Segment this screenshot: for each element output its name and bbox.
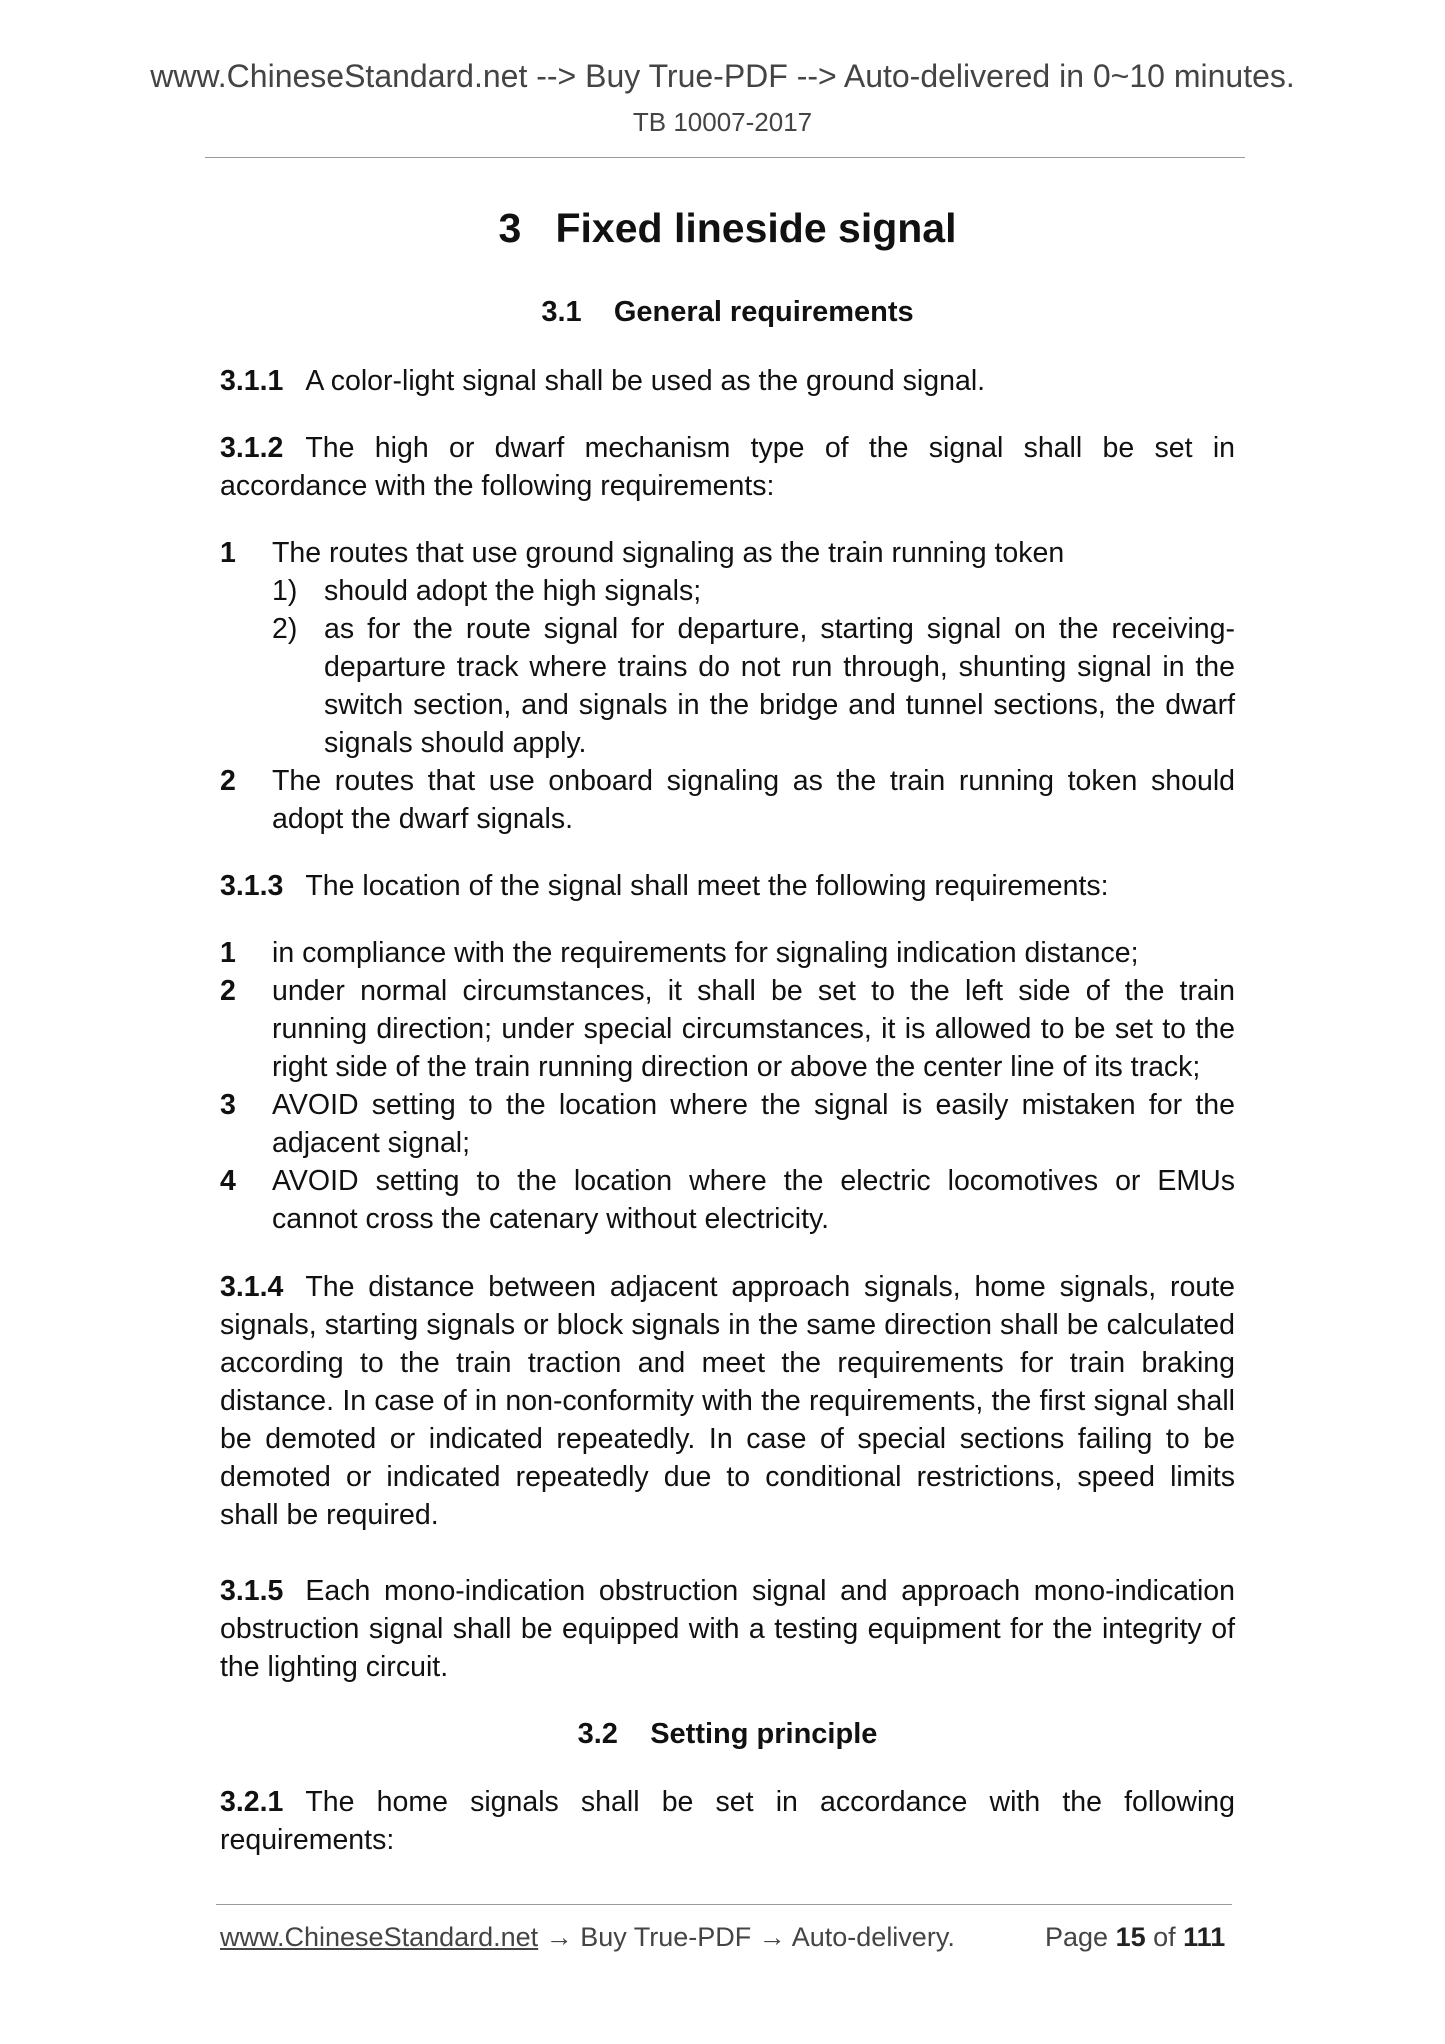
clause-number: 3.1.4 — [220, 1271, 284, 1303]
clause-text: The distance between adjacent approach signals, home signals, route signals, starting signals or block signals in the same direction shall be calculated according to the train traction and meet the requirements for train braking distance. In case of in non-conformity with the requirements, the first signal shall be demoted or indicated repeatedly. In case of special sections failing to be demoted or indicated repeatedly due to conditional restrictions, speed limits shall be required. — [220, 1271, 1235, 1531]
clause-text: The home signals shall be set in accordance with the following requirements: — [220, 1786, 1235, 1856]
list-item-text: AVOID setting to the location where the signal is easily mistaken for the adjacent signal; — [272, 1089, 1235, 1159]
footer-promo — [220, 1922, 955, 1953]
clause-number: 3.2.1 — [220, 1786, 284, 1818]
list-item — [220, 1162, 1235, 1238]
list-item — [220, 762, 1235, 838]
clause-number: 3.1.3 — [220, 870, 284, 902]
page-indicator — [1045, 1922, 1225, 1953]
clause-3-1-1 — [220, 362, 1235, 400]
chapter-heading: Fixed lineside signal — [555, 205, 957, 251]
sub-item-text: should adopt the high signals; — [324, 575, 702, 607]
section-heading: Setting principle — [650, 1718, 878, 1750]
clause-3-1-4 — [220, 1268, 1235, 1534]
sub-item-number: 2) — [272, 613, 298, 645]
section-heading: General requirements — [613, 296, 914, 328]
list-item-number: 2 — [220, 765, 236, 797]
clause-number: 3.1.2 — [220, 432, 284, 464]
clause-number: 3.1.1 — [220, 365, 284, 397]
clause-text: The high or dwarf mechanism type of the signal shall be set in accordance with the following requirements: — [220, 432, 1235, 502]
page-of-label: of — [1145, 1922, 1184, 1952]
list-item — [220, 934, 1235, 972]
list-item-number: 4 — [220, 1165, 236, 1197]
clause-number: 3.1.5 — [220, 1575, 284, 1607]
list-item — [220, 534, 1235, 572]
section-number: 3.1 — [541, 296, 582, 328]
clause-text: Each mono-indication obstruction signal and approach mono-indication obstruction signal shall be equipped with a testing equipment for the integrity of the lighting circuit. — [220, 1575, 1235, 1683]
list-item-text: AVOID setting to the location where the electric locomotives or EMUs cannot cross the catenary without electricity. — [272, 1165, 1235, 1235]
list-item-text: under normal circumstances, it shall be set to the left side of the train running direction; under special circumstances, it is allowed to be set to the right side of the train running direction or above the center line of its track; — [272, 975, 1235, 1083]
page-label: Page — [1045, 1922, 1116, 1952]
section-title-3-2 — [220, 1715, 1235, 1753]
section-title-3-1 — [220, 293, 1235, 331]
document-code: TB 10007-2017 — [632, 107, 813, 137]
sub-item-text: as for the route signal for departure, starting signal on the receiving-departure track where trains do not run through, shunting signal in the switch section, and signals in the bridge and tunnel sections, the dwarf signals should apply. — [324, 613, 1235, 759]
footer-link[interactable]: www.ChineseStandard.net — [220, 1922, 539, 1952]
clause-3-1-3 — [220, 867, 1235, 905]
clause-text: A color-light signal shall be used as the ground signal. — [305, 365, 986, 397]
sub-item-number: 1) — [272, 575, 298, 607]
list-item-text: The routes that use onboard signaling as the train running token should adopt the dwarf signals. — [272, 765, 1235, 835]
header-banner: www.ChineseStandard.net --> Buy True-PDF --> Auto-delivered in 0~10 minutes. — [150, 58, 1295, 94]
section-number: 3.2 — [577, 1718, 618, 1750]
footer-promo-text: → Buy True-PDF → Auto-delivery. — [538, 1922, 955, 1952]
clause-3-2-1 — [220, 1783, 1235, 1859]
clause-3-1-2 — [220, 429, 1235, 505]
header-divider — [205, 157, 1245, 158]
chapter-number: 3 — [498, 205, 522, 251]
list-item-number: 1 — [220, 937, 236, 969]
list-item-number: 1 — [220, 537, 236, 569]
chapter-title — [220, 203, 1235, 253]
sub-list-item — [272, 610, 1235, 762]
list-item-text: in compliance with the requirements for signaling indication distance; — [272, 937, 1139, 969]
page-number: 15 — [1115, 1922, 1146, 1952]
list-item-number: 2 — [220, 975, 236, 1007]
list-item-text: The routes that use ground signaling as the train running token — [272, 537, 1065, 569]
page-total: 111 — [1183, 1922, 1226, 1952]
clause-3-1-5 — [220, 1572, 1235, 1686]
list-item — [220, 1086, 1235, 1162]
sub-list-item — [272, 572, 1235, 610]
clause-text: The location of the signal shall meet the following requirements: — [305, 870, 1109, 902]
list-item — [220, 972, 1235, 1086]
footer-divider — [216, 1904, 1232, 1905]
list-item-number: 3 — [220, 1089, 236, 1121]
